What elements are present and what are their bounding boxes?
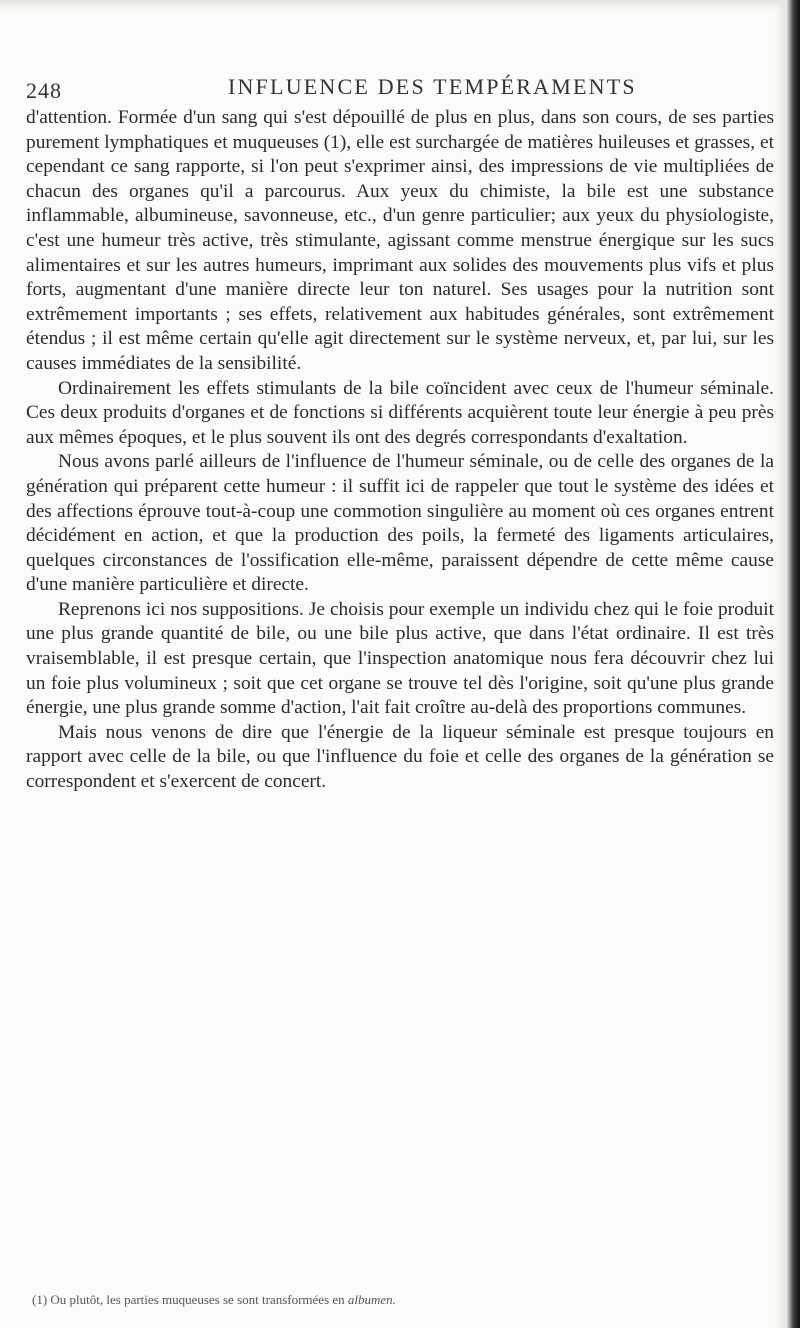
page-binding-edge: [786, 0, 800, 1328]
paragraph-5: Mais nous venons de dire que l'énergie de la liqueur séminale est presque toujours en rapport avec celle de la bile, ou que l'influence du foie et celle des organes de la génération se correspondent et s'exercent de concert.: [26, 721, 774, 793]
paragraph-1: d'attention. Formée d'un sang qui s'est dépouillé de plus en plus, dans son cours, de ses parties purement lymphatiques et muqueuses (1), elle est surchargée de matières huileuses et grasses, et cependant ce sang rapporte, si l'on peut s'exprimer ainsi, des impressions de vie multipliées de chacun des organes qu'il a parcourus. Aux yeux du chimiste, la bile est une substance inflammable, albumineuse, savonneuse, etc., d'un genre particulier; aux yeux du physiologiste, c'est une humeur très active, très stimulante, agissant comme menstrue énergique sur les sucs alimentaires et sur les autres humeurs, imprimant aux solides des mouvements plus vifs et plus forts, augmentant d'une manière directe leur ton naturel. Ses usages pour la nutrition sont extrêmement importants ; ses effets, relativement aux habitudes générales, sont extrêmement étendus ; il est même certain qu'elle agit directement sur le système nerveux, et, par lui, sur les causes immédiates de la sensibilité.: [26, 107, 774, 374]
page-number: 248: [26, 78, 62, 103]
paragraph-3: Nous avons parlé ailleurs de l'influence de l'humeur séminale, ou de celle des organes de la génération qui préparent cette humeur : il suffit ici de rappeler que tout le système des idées et des affections éprouve tout-à-coup une commotion singulière au moment où ces organes entrent décidément en action, et que la production des poils, la fermeté des ligaments articulaires, quelques circonstances de l'ossification elle-même, paraissent dépendre de cette même cause d'une manière particulière et directe.: [26, 451, 774, 596]
running-head: INFLUENCE DES TEMPÉRAMENTS: [228, 74, 637, 99]
page-top-shadow: [0, 0, 800, 10]
body-text: [26, 106, 774, 795]
paragraph-2: Ordinairement les effets stimulants de la bile coïncident avec ceux de l'humeur séminale. Ces deux produits d'organes et de fonctions si différents acquièrent toute leur énergie à peu près aux mêmes époques, et le plus souvent ils ont des degrés correspondants d'exaltation.: [26, 377, 774, 448]
page-header: [26, 76, 786, 106]
paragraph-4: Reprenons ici nos suppositions. Je choisis pour exemple un individu chez qui le foie produit une plus grande quantité de bile, ou une bile plus active, que dans l'état ordinaire. Il est très vraisemblable, il est presque certain, que l'inspection anatomique nous fera découvrir chez lui un foie plus volumineux ; soit que cet organe se trouve tel dès l'origine, soit qu'une plus grande énergie, une plus grande somme d'action, l'ait fait croître au-delà des proportions communes.: [26, 598, 774, 719]
page-gutter-fade: [774, 0, 786, 1328]
footnote-text: (1) Ou plutôt, les parties muqueuses se sont transformées en: [32, 1292, 345, 1307]
footnote: [32, 1292, 772, 1308]
footnote-italic-word: albumen.: [347, 1292, 396, 1307]
